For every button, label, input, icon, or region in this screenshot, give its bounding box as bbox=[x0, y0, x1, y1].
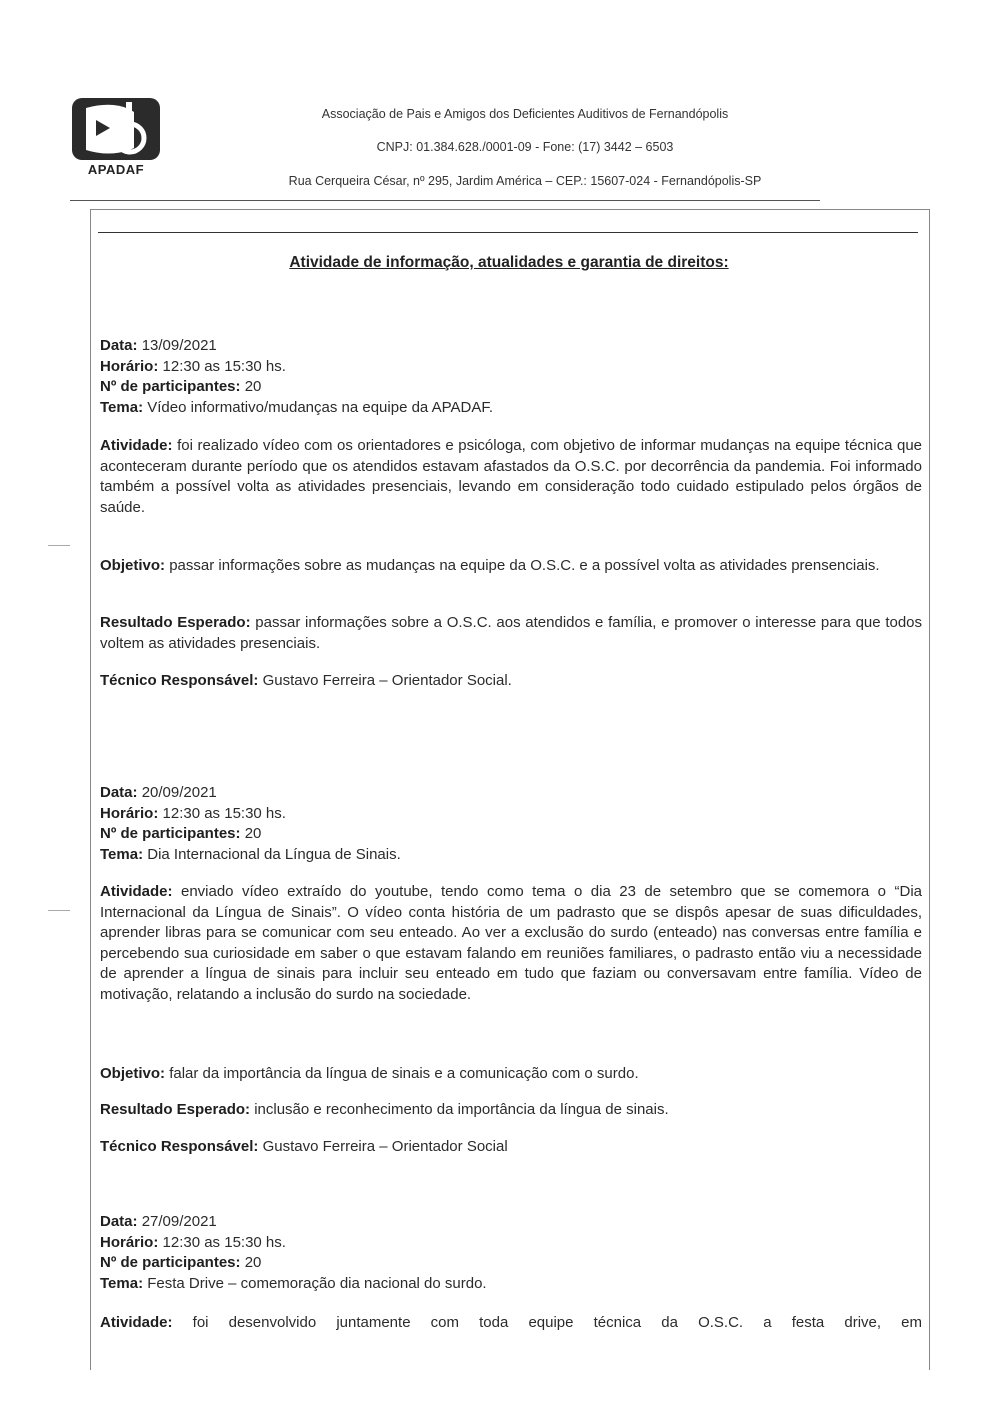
entry-1-activity: Atividade: foi realizado vídeo com os orientadores e psicóloga, com objetivo de informar mudanças na equipe técnica que aconteceram durante período que os atendidos estavam afastados da O.S.C. por decorrência da pandemia. Foi informado também a possível volta as atividades presenciais, levando em consideração todo cuidado estipulado pelos órgãos de saúde. bbox=[100, 437, 923, 516]
entry-theme: Festa Drive – comemoração dia nacional do surdo. bbox=[147, 1274, 487, 1292]
entry-theme: Dia Internacional da Língua de Sinais. bbox=[147, 845, 401, 863]
entry-1-tech: Técnico Responsável: Gustavo Ferreira – Orientador Social. bbox=[100, 672, 512, 689]
entry-2-activity: Atividade: enviado vídeo extraído do youtube, tendo como tema o dia 23 de setembro que se comemora o “Dia Internacional da Língua de Sinais”. O vídeo conta história de um padrasto que se dispôs apesar de suas dificuldades, aprender libras para se comunicar com seu enteado. Ao ver a exclusão do surdo (enteado) nas conversas entre família e percebendo sua curiosidade em saber o que estavam falando em reuniões familiares, o padrasto então viu a necessidade de aprender a língua de sinais para incluir seu enteado em tudo que faziam ou conversavam entre família. Vídeo de motivação, relatando a inclusão do surdo na sociedade. bbox=[100, 883, 922, 1003]
entry-date: 20/09/2021 bbox=[141, 784, 217, 801]
entry-participants: 20 bbox=[244, 378, 262, 395]
entry-2-result: Resultado Esperado: inclusão e reconhecimento da importância da língua de sinais. bbox=[100, 1101, 669, 1118]
entry-time: 12:30 as 15:30 hs. bbox=[162, 804, 286, 822]
entry-2-tech: Técnico Responsável: Gustavo Ferreira – Orientador Social bbox=[100, 1138, 508, 1155]
address-line: Rua Cerqueira César, nº 295, Jardim América – CEP.: 15607-024 - Fernandópolis-SP bbox=[288, 174, 762, 188]
entry-1-result: Resultado Esperado: passar informações sobre a O.S.C. aos atendidos e família, e promover o interesse para que todos voltem as atividades presenciais. bbox=[100, 614, 923, 652]
entry-3-meta: Data: 27/09/2021 Horário: 12:30 as 15:30 hs. Nº de participantes: 20 Tema: Festa Drive – comemoração dia nacional do surdo. bbox=[100, 1213, 487, 1292]
entry-date: 13/09/2021 bbox=[141, 337, 217, 354]
apadaf-logo bbox=[72, 98, 160, 178]
entry-2-objective: Objetivo: falar da importância da língua de sinais e a comunicação com o surdo. bbox=[100, 1065, 639, 1082]
entry-3-activity: Atividade: foi desenvolvido juntamente com toda equipe técnica da O.S.C. a festa drive, em bbox=[100, 1314, 922, 1331]
cnpj-line: CNPJ: 01.384.628./0001-09 - Fone: (17) 3442 – 6503 bbox=[376, 140, 674, 154]
entry-1-objective: Objetivo: passar informações sobre as mudanças na equipe da O.S.C. e a possível volta as atividades prensenciais. bbox=[100, 557, 880, 574]
entry-date: 27/09/2021 bbox=[141, 1213, 217, 1230]
logo-text: APADAF bbox=[87, 162, 145, 177]
entry-time: 12:30 as 15:30 hs. bbox=[162, 357, 286, 375]
entry-2-meta: Data: 20/09/2021 Horário: 12:30 as 15:30 hs. Nº de participantes: 20 Tema: Dia Internacional da Língua de Sinais. bbox=[100, 784, 401, 863]
header-divider bbox=[70, 200, 820, 201]
page-title: Atividade de informação, atualidades e garantia de direitos: bbox=[289, 254, 729, 271]
org-name: Associação de Pais e Amigos dos Deficientes Auditivos de Fernandópolis bbox=[321, 107, 729, 121]
entry-theme: Vídeo informativo/mudanças na equipe da APADAF. bbox=[147, 398, 494, 416]
entry-participants: 20 bbox=[244, 1254, 262, 1271]
frame-top-rule bbox=[98, 232, 918, 233]
entry-participants: 20 bbox=[244, 825, 262, 842]
entry-time: 12:30 as 15:30 hs. bbox=[162, 1233, 286, 1251]
scan-mark bbox=[48, 545, 70, 546]
entry-1-meta: Data: 13/09/2021 Horário: 12:30 as 15:30 hs. Nº de participantes: 20 Tema: Vídeo informativo/mudanças na equipe da APADAF. bbox=[100, 337, 494, 416]
logo-ear-icon bbox=[72, 98, 160, 164]
scan-mark bbox=[48, 910, 70, 911]
